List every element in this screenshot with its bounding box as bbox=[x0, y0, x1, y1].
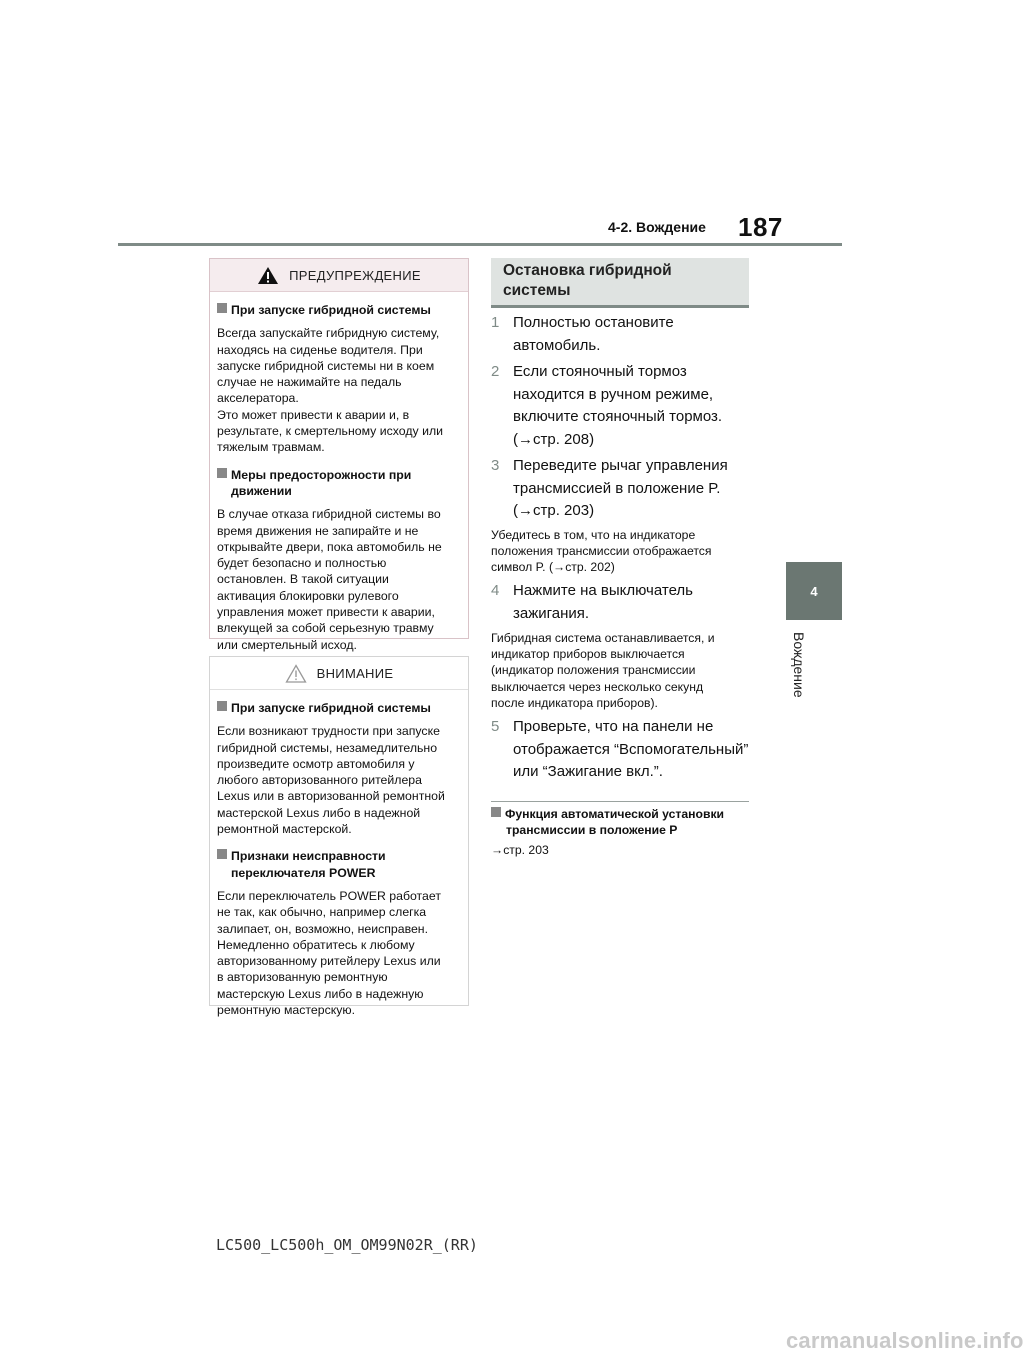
caution-subheading: Признаки неисправности переключателя POWER bbox=[217, 848, 460, 881]
step-number: 2 bbox=[491, 363, 500, 380]
header-rule bbox=[118, 243, 842, 246]
caution-triangle-icon bbox=[285, 664, 307, 683]
warning-subheading: Меры предосторожности при движении bbox=[217, 467, 460, 500]
warning-paragraph: Всегда запускайте гибридную систему, находясь на сиденье водителя. При запуске гибридной системы ни в коем случае не нажимайте на педаль акселератора. Это может привести к аварии и, в результате, к смертельному исходу или тяжелым травмам. bbox=[217, 326, 443, 455]
page-reference-link[interactable]: →стр. 203 bbox=[491, 843, 549, 857]
step-text: Проверьте, что на панели не отображается “Вспомогательный” или “Зажигание вкл.”. bbox=[513, 718, 749, 781]
section-heading: Остановка гибридной системы bbox=[491, 258, 749, 308]
watermark: carmanualsonline.info bbox=[786, 1328, 1024, 1353]
step-number: 1 bbox=[491, 314, 500, 331]
footer-document-code: LC500_LC500h_OM_OM99N02R_(RR) bbox=[216, 1236, 478, 1254]
caution-box bbox=[209, 656, 469, 1018]
square-bullet-icon bbox=[217, 468, 227, 478]
warning-subheading: При запуске гибридной системы bbox=[217, 302, 460, 318]
warning-triangle-icon bbox=[257, 266, 279, 285]
step-number: 4 bbox=[491, 582, 500, 599]
square-bullet-icon bbox=[217, 303, 227, 313]
chapter-tab-number: 4 bbox=[810, 583, 818, 599]
step-item bbox=[491, 312, 761, 357]
step-number: 5 bbox=[491, 718, 500, 735]
chapter-tab-label: Вождение bbox=[791, 632, 807, 698]
step-text: Переведите рычаг управления трансмиссией в положение P. (→стр. 203) bbox=[513, 457, 728, 520]
step-number: 3 bbox=[491, 457, 500, 474]
square-bullet-icon bbox=[217, 701, 227, 711]
caution-paragraph: Если переключатель POWER работает не так, как обычно, например слегка залипает, он, возможно, неисправен. Немедленно обратитесь к любому авторизованному ритейлеру Lexus или в авторизованную ремонтную мастерскую Lexus либо в надежную ремонтную мастерскую. bbox=[217, 888, 441, 1018]
warning-box-title: ПРЕДУПРЕЖДЕНИЕ bbox=[289, 267, 421, 283]
caution-paragraph: Если возникают трудности при запуске гибридной системы, незамедлительно произведите осмотр автомобиля у любого авторизованного ритейлера Lexus или в авторизованной ремонтной мастерской Lexus либо в надежной ремонтной мастерской. bbox=[217, 724, 445, 837]
divider bbox=[491, 801, 749, 802]
step-item bbox=[491, 361, 761, 451]
function-subheading: Функция автоматической установки трансмиссии в положение P bbox=[491, 806, 768, 838]
caution-box-header bbox=[210, 657, 468, 690]
square-bullet-icon bbox=[217, 849, 227, 859]
step-note: Гибридная система останавливается, и индикатор приборов выключается (индикатор положения трансмиссии выключается через несколько секунд после индикатора приборов). bbox=[491, 631, 715, 710]
caution-subheading: При запуске гибридной системы bbox=[217, 700, 460, 716]
page-number: 187 bbox=[738, 212, 783, 242]
step-text: Нажмите на выключатель зажигания. bbox=[513, 582, 693, 622]
warning-box-body bbox=[210, 292, 468, 661]
warning-box bbox=[209, 258, 469, 652]
warning-paragraph: В случае отказа гибридной системы во время движения не запирайте и не открывайте двери, пока автомобиль не будет безопасно и полностью остановлен. В такой ситуации активация блокировки рулевого управления может привести к аварии, влекущей за собой серьезную травму или смертельный исход. bbox=[217, 507, 442, 652]
step-item bbox=[491, 580, 761, 625]
chapter-tab[interactable] bbox=[786, 562, 842, 620]
square-bullet-icon bbox=[491, 807, 501, 817]
step-text: Полностью остановите автомобиль. bbox=[513, 314, 674, 354]
step-item bbox=[491, 716, 761, 784]
step-item bbox=[491, 455, 761, 523]
step-text: Если стояночный тормоз находится в ручном режиме, включите стояночный тормоз. (→стр. 208) bbox=[513, 363, 723, 448]
section-title: 4-2. Вождение bbox=[608, 219, 706, 235]
warning-box-header bbox=[210, 259, 468, 292]
caution-box-body bbox=[210, 690, 468, 1026]
step-note: Убедитесь в том, что на индикаторе положения трансмиссии отображается символ P. (→стр. 202) bbox=[491, 528, 712, 575]
caution-box-title: ВНИМАНИЕ bbox=[316, 665, 394, 681]
